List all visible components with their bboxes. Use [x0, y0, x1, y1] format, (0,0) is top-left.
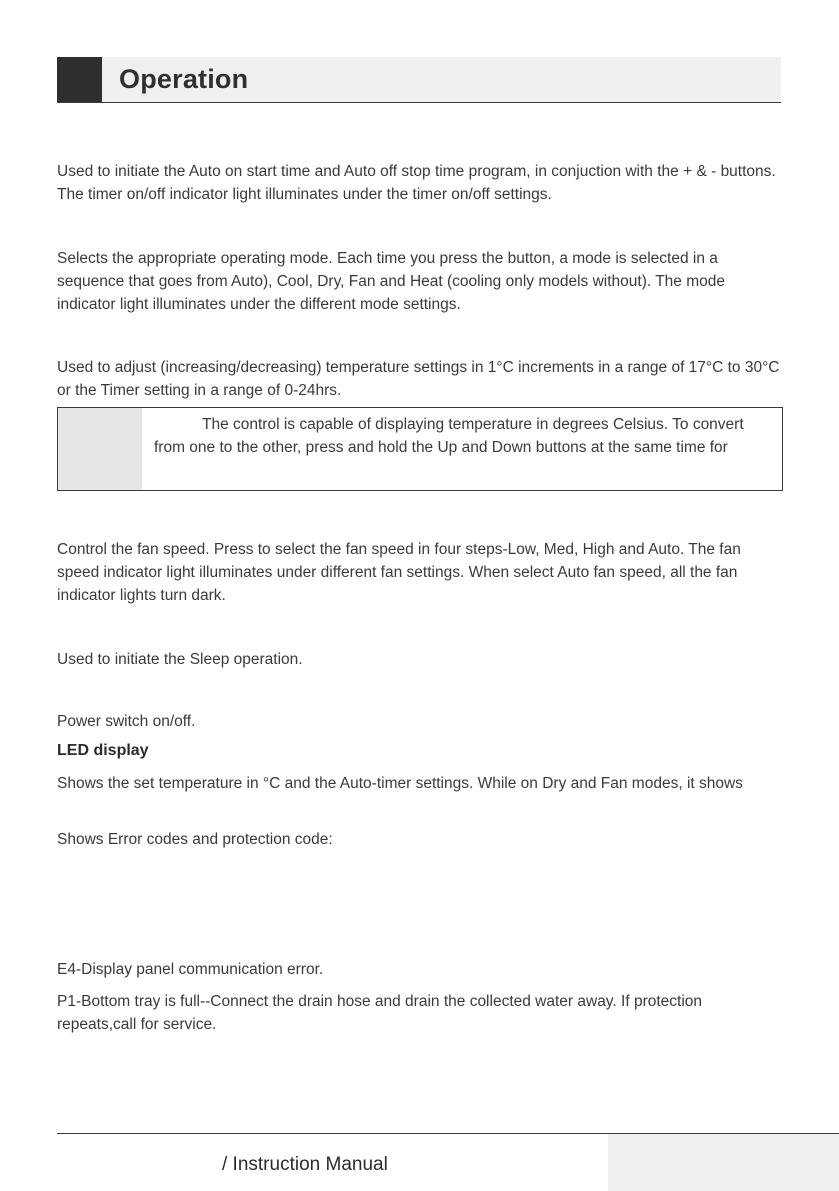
timer-description: Used to initiate the Auto on start time and Auto off stop time program, in conjuction with the + & - buttons. The timer on/off indicator light illuminates under the timer on/off settings.: [57, 163, 776, 203]
adjust-description: Used to adjust (increasing/decreasing) temperature settings in 1°C increments in a range of 17°C to 30°C or the Timer setting in a range of 0-24hrs.: [57, 359, 780, 399]
error-codes-intro: Shows Error codes and protection code:: [57, 831, 333, 848]
led-display-heading: LED display: [57, 742, 149, 759]
section-header: [57, 57, 781, 103]
section-header-tab: [57, 57, 102, 102]
footer-page-box: [608, 1134, 839, 1191]
fan-description: Control the fan speed. Press to select the fan speed in four steps-Low, Med, High and Auto. The fan speed indicator light illuminates under different fan settings. When select Auto fan speed, all the fan indicator lights turn dark.: [57, 541, 741, 604]
note-side-panel: [58, 408, 142, 490]
note-text: The control is capable of displaying temperature in degrees Celsius. To convert from one to the other, press and hold the Up and Down buttons at the same time for: [154, 416, 744, 456]
page-title: Operation: [119, 64, 249, 94]
led-description: Shows the set temperature in °C and the Auto-timer settings. While on Dry and Fan modes, it shows: [57, 775, 743, 792]
mode-description: Selects the appropriate operating mode. Each time you press the button, a mode is selected in a sequence that goes from Auto), Cool, Dry, Fan and Heat (cooling only models without). The mode indicator light illuminates under the different mode settings.: [57, 250, 725, 313]
sleep-description: Used to initiate the Sleep operation.: [57, 651, 303, 668]
error-p1: P1-Bottom tray is full--Connect the drain hose and drain the collected water away. If protection repeats,call for service.: [57, 993, 703, 1033]
power-description: Power switch on/off.: [57, 713, 196, 730]
footer-manual-label: / Instruction Manual: [222, 1154, 388, 1175]
note-box: [57, 407, 783, 491]
error-e4: E4-Display panel communication error.: [57, 961, 324, 978]
